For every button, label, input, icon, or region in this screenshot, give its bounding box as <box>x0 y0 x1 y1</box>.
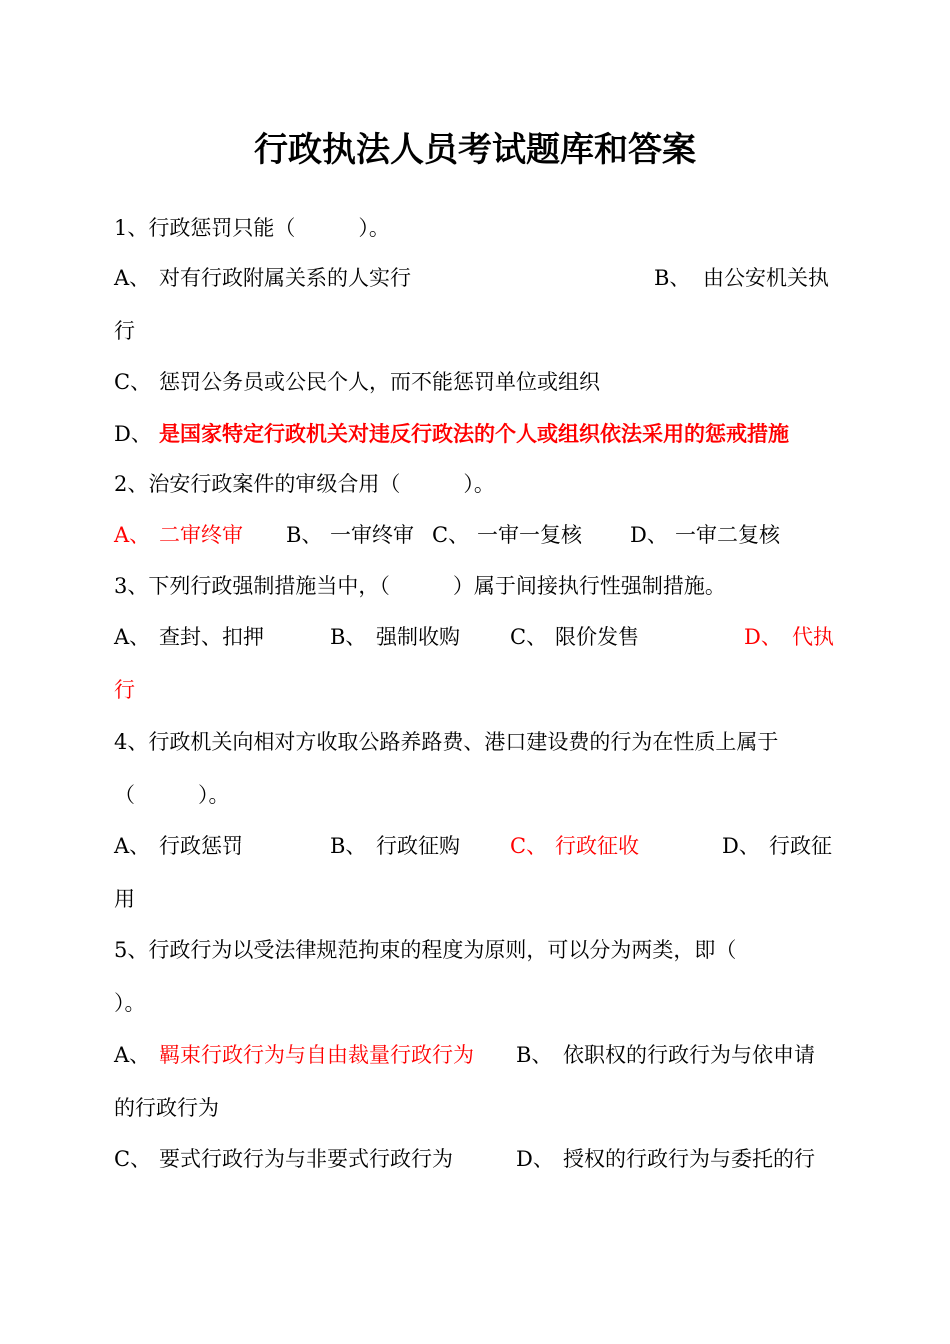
q4-option-d-text: 行政征 <box>769 834 832 858</box>
q2-option-b-label: B、 <box>286 523 323 547</box>
question-2-stem: 2、治安行政案件的审级合用（ ）。 <box>114 472 495 496</box>
q3-option-a-label: A、 <box>114 625 151 649</box>
q3-option-c-text: 限价发售 <box>555 625 639 649</box>
q5-option-b-text-continued: 的行政行为 <box>114 1096 219 1120</box>
q5-option-a-text-answer: 羁束行政行为与自由裁量行政行为 <box>159 1043 474 1067</box>
q2-option-a-text-answer: 二审终审 <box>159 523 243 547</box>
q5-option-d-text: 授权的行政行为与委托的行 <box>563 1147 815 1171</box>
q3-option-a-text: 查封、扣押 <box>159 625 264 649</box>
document-title: 行政执法人员考试题库和答案 <box>254 130 696 170</box>
q2-option-c-label: C、 <box>432 523 470 547</box>
q1-option-a-label: A、 <box>114 266 151 290</box>
q3-option-d-label-answer: D、 <box>744 625 782 649</box>
q5-option-b-label: B、 <box>516 1043 553 1067</box>
q4-option-a-label: A、 <box>114 834 151 858</box>
question-1-stem: 1、行政惩罚只能（ ）。 <box>114 216 390 240</box>
q4-option-d-text-continued: 用 <box>114 887 135 911</box>
q3-option-b-label: B、 <box>330 625 367 649</box>
question-3-stem: 3、下列行政强制措施当中，（ ）属于间接执行性强制措施。 <box>114 574 726 598</box>
q3-option-d-text-continued-answer: 行 <box>114 678 135 702</box>
question-5-stem: 5、行政行为以受法律规范拘束的程度为原则，可以分为两类，即（ <box>114 938 737 962</box>
q4-option-c-text-answer: 行政征收 <box>555 834 639 858</box>
q1-option-b-label: B、 <box>654 266 691 290</box>
question-5-stem-continued: ）。 <box>114 991 146 1015</box>
q1-option-b-text: 由公安机关执 <box>703 266 829 290</box>
q1-option-c-text: 惩罚公务员或公民个人，而不能惩罚单位或组织 <box>159 370 600 394</box>
q1-option-a-text: 对有行政附属关系的人实行 <box>159 266 411 290</box>
q3-option-b-text: 强制收购 <box>376 625 460 649</box>
q4-option-d-label: D、 <box>722 834 760 858</box>
q5-option-c-text: 要式行政行为与非要式行政行为 <box>159 1147 453 1171</box>
q4-option-a-text: 行政惩罚 <box>159 834 243 858</box>
q3-option-d-text-answer: 代执 <box>792 625 834 649</box>
q4-option-c-label-answer: C、 <box>510 834 548 858</box>
q3-option-c-label: C、 <box>510 625 548 649</box>
q1-option-b-text-continued: 行 <box>114 319 135 343</box>
q5-option-d-label: D、 <box>516 1147 554 1171</box>
q5-option-b-text: 依职权的行政行为与依申请 <box>563 1043 815 1067</box>
question-4-stem: 4、行政机关向相对方收取公路养路费、港口建设费的行为在性质上属于 <box>114 730 779 754</box>
question-4-stem-continued: （ ）。 <box>114 783 230 807</box>
q2-option-d-text: 一审二复核 <box>675 523 780 547</box>
q1-option-d-text-answer: 是国家特定行政机关对违反行政法的个人或组织依法采用的惩戒措施 <box>159 421 789 446</box>
q4-option-b-label: B、 <box>330 834 367 858</box>
q1-option-c-label: C、 <box>114 370 152 394</box>
q5-option-a-label: A、 <box>114 1043 151 1067</box>
q2-option-c-text: 一审一复核 <box>477 523 582 547</box>
q2-option-d-label: D、 <box>630 523 668 547</box>
q2-option-b-text: 一审终审 <box>330 523 414 547</box>
q1-option-d-label: D、 <box>114 422 152 446</box>
q2-option-a-label-answer: A、 <box>114 523 151 547</box>
q5-option-c-label: C、 <box>114 1147 152 1171</box>
q4-option-b-text: 行政征购 <box>376 834 460 858</box>
